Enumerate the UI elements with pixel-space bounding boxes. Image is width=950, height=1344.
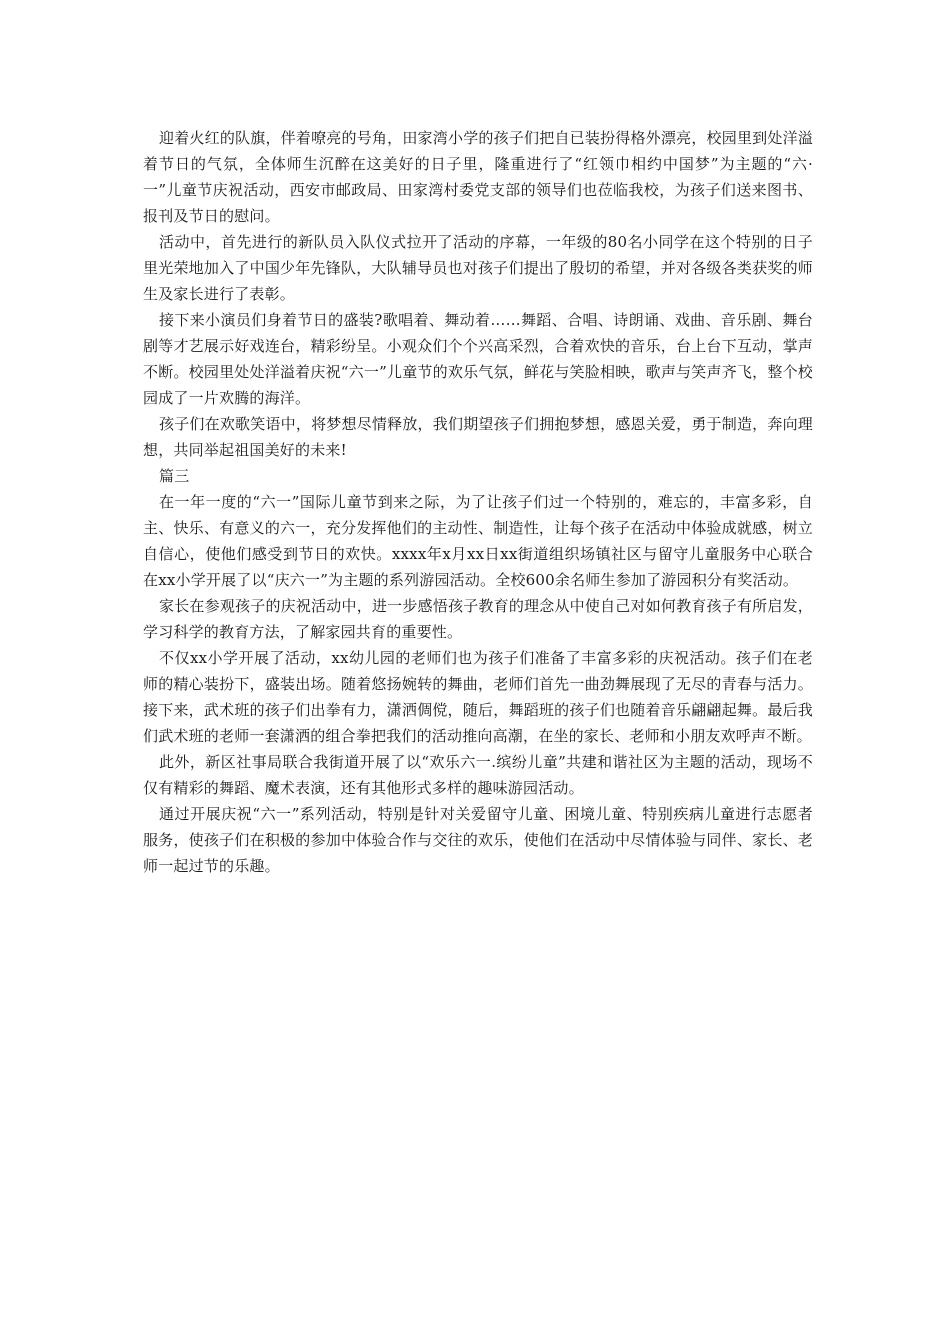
paragraph-7: 不仅xx小学开展了活动，xx幼儿园的老师们也为孩子们准备了丰富多彩的庆祝活动。孩子们在老师的精心装扮下，盛装出场。随着悠扬婉转的舞曲，老师们首先一曲劲舞展现了无尽的青春与活力。接下来，武术班的孩子们出拳有力，潇洒倜傥，随后，舞蹈班的孩子们也随着音乐翩翩起舞。最后我们武术班的老师一套潇洒的组合拳把我们的活动推向高潮，在坐的家长、老师和小朋友欢呼声不断。 xyxy=(143,649,813,745)
paragraph-6: 家长在参观孩子的庆祝活动中，进一步感悟孩子教育的理念从中使自己对如何教育孩子有所启发，学习科学的教育方法，了解家园共育的重要性。 xyxy=(143,597,813,641)
section-heading: 篇三 xyxy=(159,467,190,485)
paragraph-9: 通过开展庆祝“六一”系列活动，特别是针对关爱留守儿童、困境儿童、特别疾病儿童进行志愿者服务，使孩子们在积极的参加中体验合作与交往的欢乐，使他们在活动中尽情体验与同伴、家长、老师一起过节的乐趣。 xyxy=(143,805,813,875)
paragraph-1: 迎着火红的队旗，伴着嘹亮的号角，田家湾小学的孩子们把自已装扮得格外漂亮，校园里到处洋溢着节日的气氛，全体师生沉醉在这美好的日子里，隆重进行了“红领巾相约中国梦”为主题的“六·一”儿童节庆祝活动，西安市邮政局、田家湾村委党支部的领导们也莅临我校，为孩子们送来图书、报刊及节日的慰问。 xyxy=(143,129,813,225)
paragraph-2: 活动中，首先进行的新队员入队仪式拉开了活动的序幕，一年级的80名小同学在这个特别的日子里光荣地加入了中国少年先锋队，大队辅导员也对孩子们提出了殷切的希望，并对各级各类获奖的师生及家长进行了表彰。 xyxy=(143,233,813,303)
paragraph-3: 接下来小演员们身着节日的盛装?歌唱着、舞动着……舞蹈、合唱、诗朗诵、戏曲、音乐剧、舞台剧等才艺展示好戏连台，精彩纷呈。小观众们个个兴高采烈，合着欢快的音乐，台上台下互动，掌声不断。校园里处处洋溢着庆祝“六一”儿童节的欢乐气氛，鲜花与笑脸相映，歌声与笑声齐飞，整个校园成了一片欢腾的海洋。 xyxy=(143,311,813,407)
paragraph-4: 孩子们在欢歌笑语中，将梦想尽情释放，我们期望孩子们拥抱梦想，感恩关爱，勇于制造，奔向理想，共同举起祖国美好的未来! xyxy=(143,415,813,459)
paragraph-5: 在一年一度的“六一”国际儿童节到来之际，为了让孩子们过一个特别的，难忘的，丰富多彩，自主、快乐、有意义的六一，充分发挥他们的主动性、制造性，让每个孩子在活动中体验成就感，树立自信心，使他们感受到节日的欢快。xxxx年x月xx日xx街道组织场镇社区与留守儿童服务中心联合在xx小学开展了以“庆六一”为主题的系列游园活动。全校600余名师生参加了游园积分有奖活动。 xyxy=(143,493,813,589)
document-body xyxy=(143,125,813,879)
paragraph-8: 此外，新区社事局联合我街道开展了以“欢乐六一.缤纷儿童”共建和谐社区为主题的活动，现场不仅有精彩的舞蹈、魔术表演，还有其他形式多样的趣味游园活动。 xyxy=(143,753,813,797)
